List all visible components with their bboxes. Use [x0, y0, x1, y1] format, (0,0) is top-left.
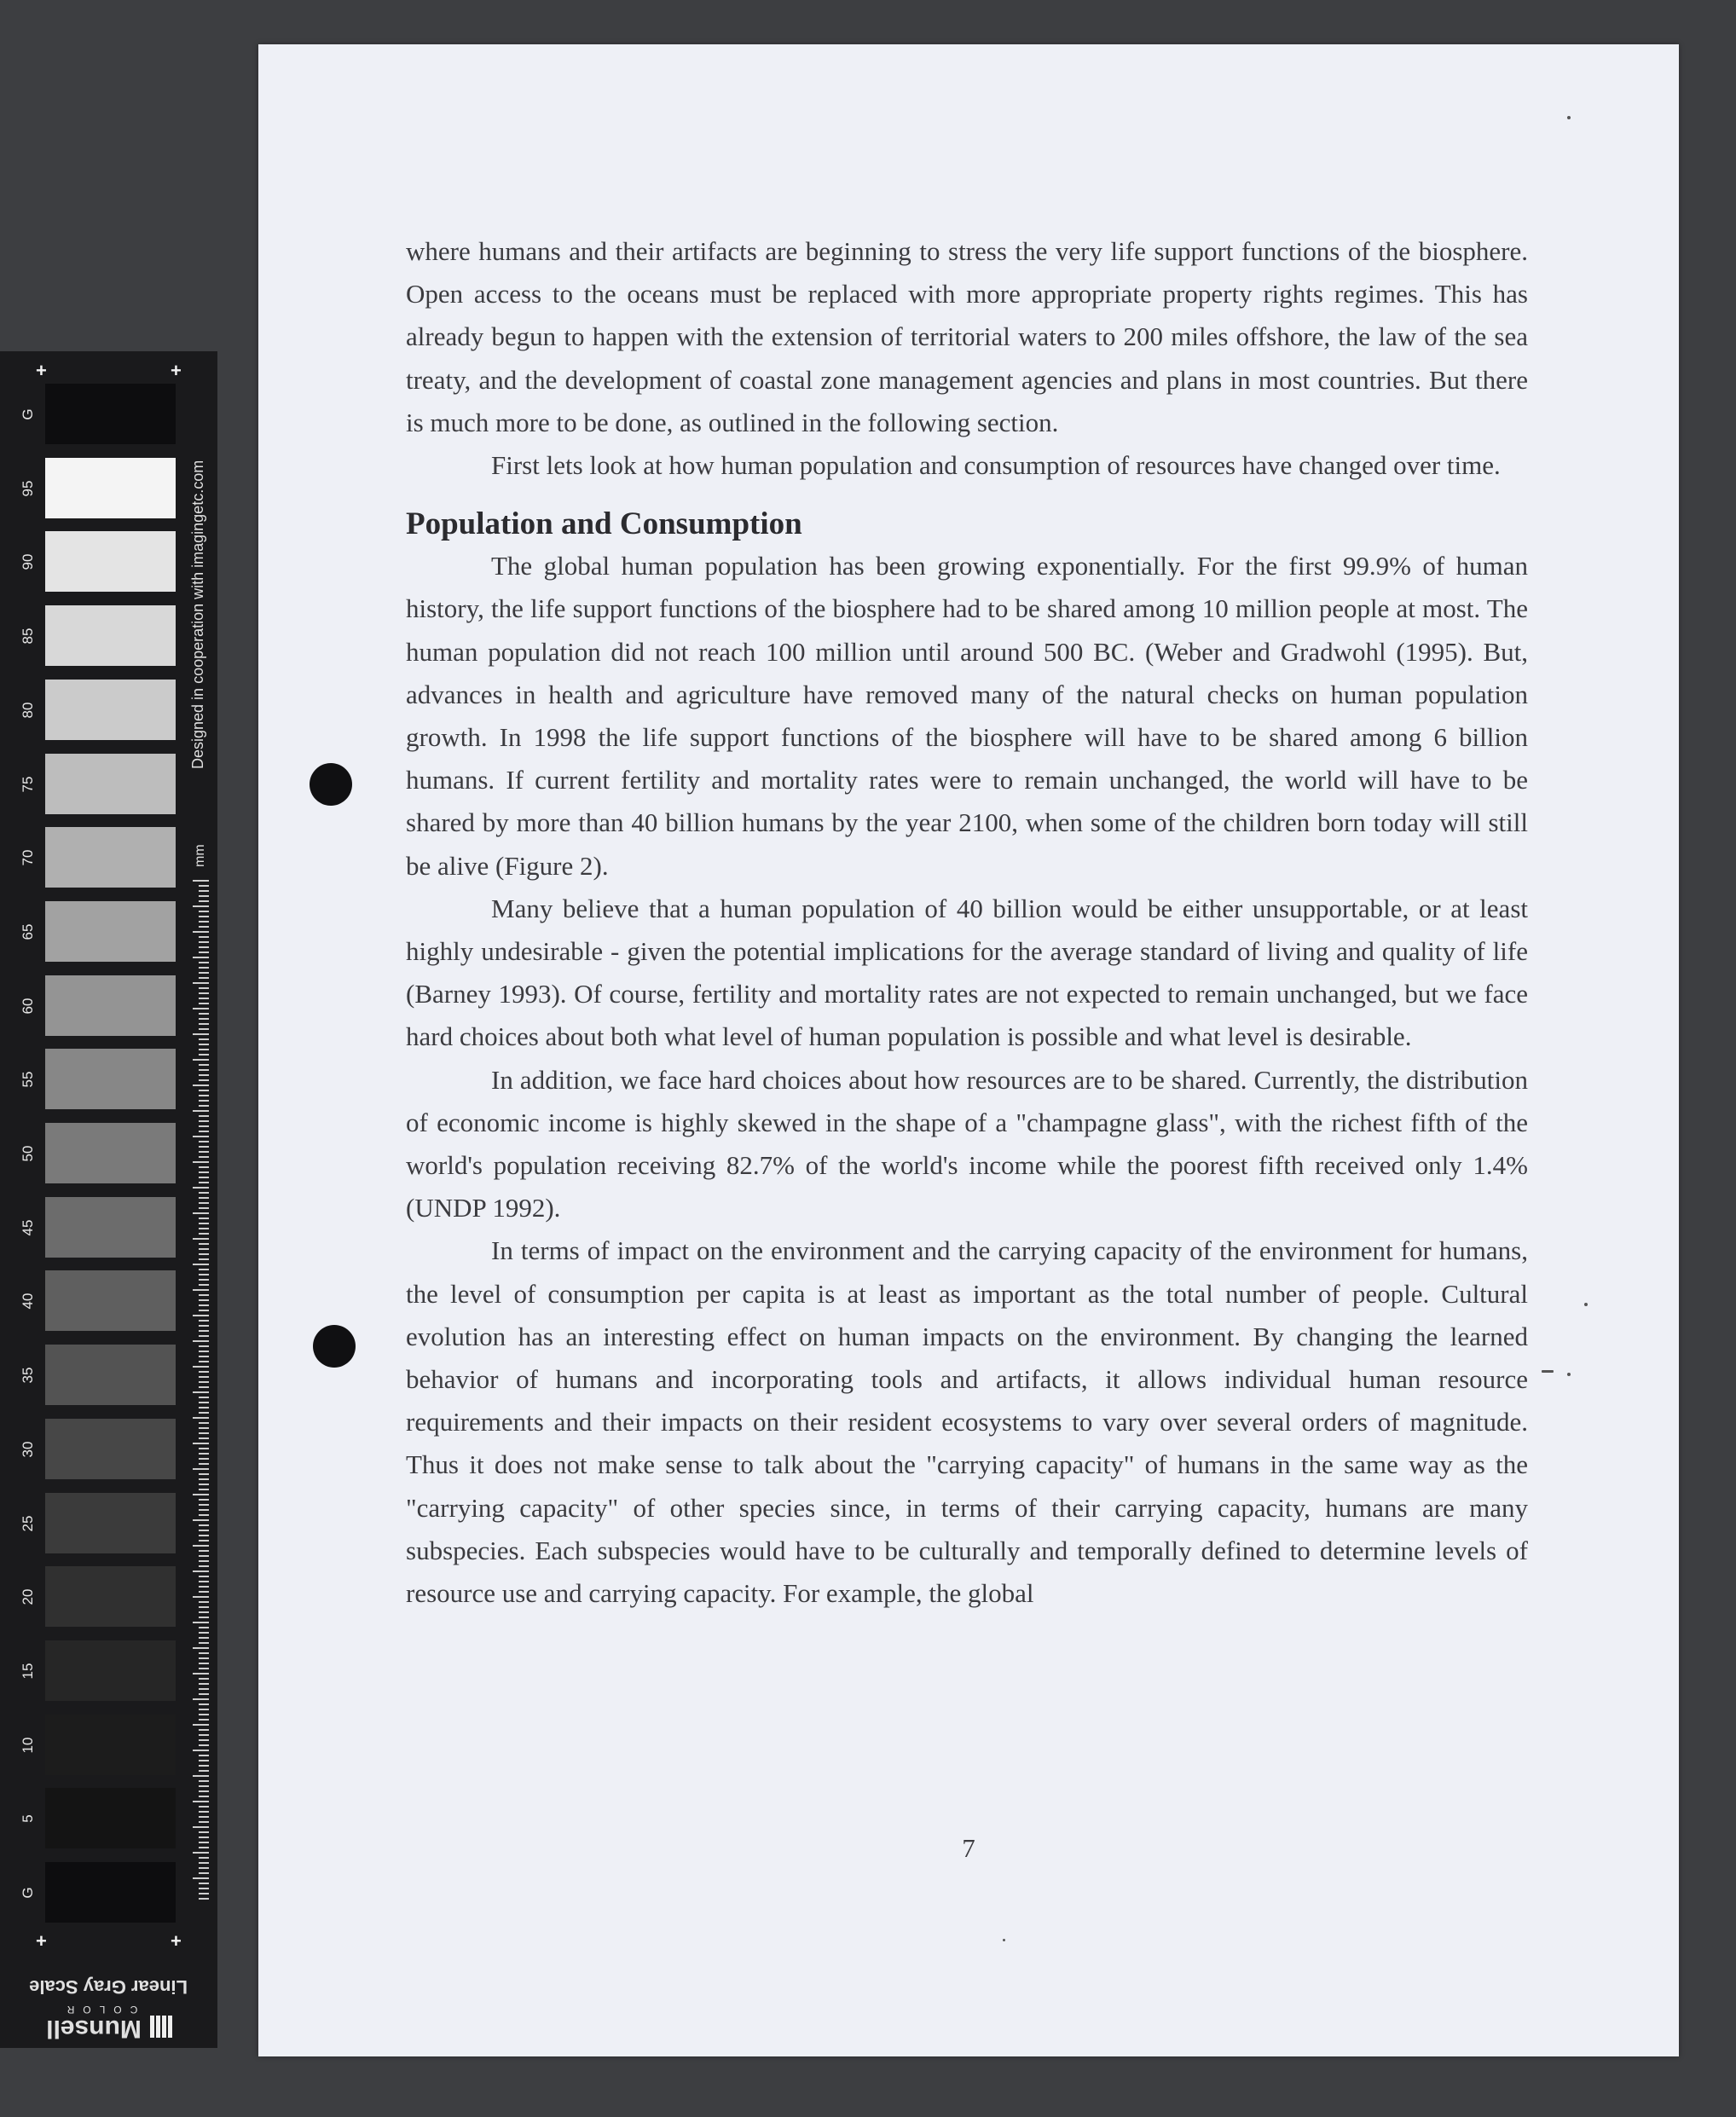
mm-label: mm [193, 844, 207, 867]
paragraph: where humans and their artifacts are beginning to stress the very life support functions of the biosphere. Open access to the oceans must be replaced with more appropriate property rights regimes. This has already begun to happen with the extension of territorial waters to 200 miles offshore, the law of the sea treaty, and the development of coastal zone management agencies and plans in most countries. But there is much more to be done, as outlined in the following section. [406, 236, 1528, 437]
gray-patch [45, 1862, 176, 1923]
gray-scale-label: 95 [20, 480, 36, 497]
registration-mark: + [171, 1930, 182, 1952]
gray-scale-label: 40 [20, 1293, 36, 1310]
gray-patch [45, 458, 176, 518]
gray-scale-label: 45 [20, 1219, 36, 1236]
gray-patch [45, 384, 176, 444]
punch-hole [310, 763, 352, 806]
gray-scale-label: 10 [20, 1737, 36, 1754]
gray-patch [45, 754, 176, 814]
designed-by-text: Designed in cooperation with imagingetc.com [189, 460, 206, 769]
gray-scale-label: 70 [20, 849, 36, 866]
gray-patch [45, 1345, 176, 1405]
gray-patch [45, 605, 176, 666]
gray-patch [45, 1123, 176, 1183]
gray-patch [45, 975, 176, 1036]
gray-scale-label: 15 [20, 1663, 36, 1680]
gray-patch [45, 1566, 176, 1627]
paragraph: In terms of impact on the environment and the carrying capacity of the environment for humans, the level of consumption per capita is at least as important as the total number of people. Cultural evolution has an interesting effect on human impacts on the environment. By changing the learned behavior of humans and incorporating tools and artifacts, it allows individual human resource requirements and their impacts on their resident ecosystems to vary over several orders of magnitude. Thus it does not make sense to talk about the "carrying capacity" of humans in the same way as the "carrying capacity" of other species since, in terms of their carrying capacity, humans are many subspecies. Each subspecies would have to be culturally and temporally defined to determine levels of resource use and carrying capacity. For example, the global [406, 1235, 1528, 1609]
registration-mark: + [36, 360, 47, 381]
gray-scale-label: 35 [20, 1367, 36, 1384]
paragraph: Many believe that a human population of 40 billion would be either unsupportable, or at least highly undesirable - given the potential implications for the average standard of living and quality of life (Barney 1993). Of course, fertility and mortality rates are not expected to remain unchanged, but we face hard choices about both what level of human population is possible and what level is desirable. [406, 893, 1528, 1052]
gray-patch [45, 680, 176, 740]
gray-scale-label: 85 [20, 628, 36, 645]
gray-patch [45, 1049, 176, 1109]
munsell-logo-icon [150, 2016, 172, 2038]
registration-mark: + [36, 1930, 47, 1952]
gray-patch [45, 1715, 176, 1775]
gray-scale-label: 25 [20, 1515, 36, 1531]
body-text [406, 230, 1528, 1615]
paragraph: First lets look at how human population and consumption of resources have changed over time. [491, 450, 1501, 481]
page-number: 7 [962, 1833, 975, 1863]
gray-patch [45, 1493, 176, 1553]
gray-scale-label: 75 [20, 776, 36, 792]
gray-scale-label: 65 [20, 923, 36, 940]
gray-patch [45, 1270, 176, 1331]
document-page [258, 44, 1679, 2056]
section-heading: Population and Consumption [406, 506, 802, 542]
gray-scale-label: 55 [20, 1071, 36, 1088]
gray-patch [45, 1640, 176, 1701]
gray-patch [45, 901, 176, 962]
registration-mark: + [171, 360, 182, 381]
speck [1584, 1303, 1588, 1306]
gray-scale-title: Linear Gray Scale [29, 1976, 188, 1998]
munsell-brand-sub: COLOR [58, 2004, 138, 2016]
gray-scale-label: G [20, 408, 36, 420]
gray-scale-card [0, 351, 217, 2048]
gray-patch [45, 1788, 176, 1848]
gray-scale-label: 5 [20, 1814, 36, 1824]
munsell-brand: Munsell [46, 2015, 142, 2043]
paragraph: In addition, we face hard choices about how resources are to be shared. Currently, the distribution of economic income is highly skewed in the shape of a "champagne glass", with the richest fifth of the world's population receiving 82.7% of the world's income while the poorest fifth received only 1.4% (UNDP 1992). [406, 1064, 1528, 1223]
gray-patch [45, 531, 176, 592]
gray-patch [45, 827, 176, 888]
punch-hole [313, 1325, 356, 1368]
gray-patch [45, 1419, 176, 1479]
speck [1542, 1370, 1554, 1373]
speck [1567, 116, 1571, 119]
gray-scale-label: 50 [20, 1145, 36, 1162]
ruler-major-ticks [193, 880, 209, 1903]
gray-scale-label: 80 [20, 702, 36, 719]
speck [1567, 1373, 1571, 1376]
paragraph: The global human population has been growing exponentially. For the first 99.9% of human history, the life support functions of the biosphere had to be shared among 10 million people at most. The human population did not reach 100 million until around 500 BC. (Weber and Gradwohl (1995). But, advances in health and agriculture have removed many of the natural checks on human population growth. In 1998 the life support functions of the biosphere will have to be shared among 6 billion humans. If current fertility and mortality rates were to remain unchanged, the world will have to be shared by more than 40 billion humans by the year 2100, when some of the children born today will still be alive (Figure 2). [406, 551, 1528, 881]
gray-scale-label: 60 [20, 998, 36, 1015]
gray-scale-label: 90 [20, 553, 36, 570]
gray-scale-label: G [20, 1887, 36, 1899]
gray-scale-label: 20 [20, 1588, 36, 1605]
speck [1003, 1939, 1005, 1941]
gray-patch [45, 1197, 176, 1258]
gray-scale-label: 30 [20, 1441, 36, 1458]
